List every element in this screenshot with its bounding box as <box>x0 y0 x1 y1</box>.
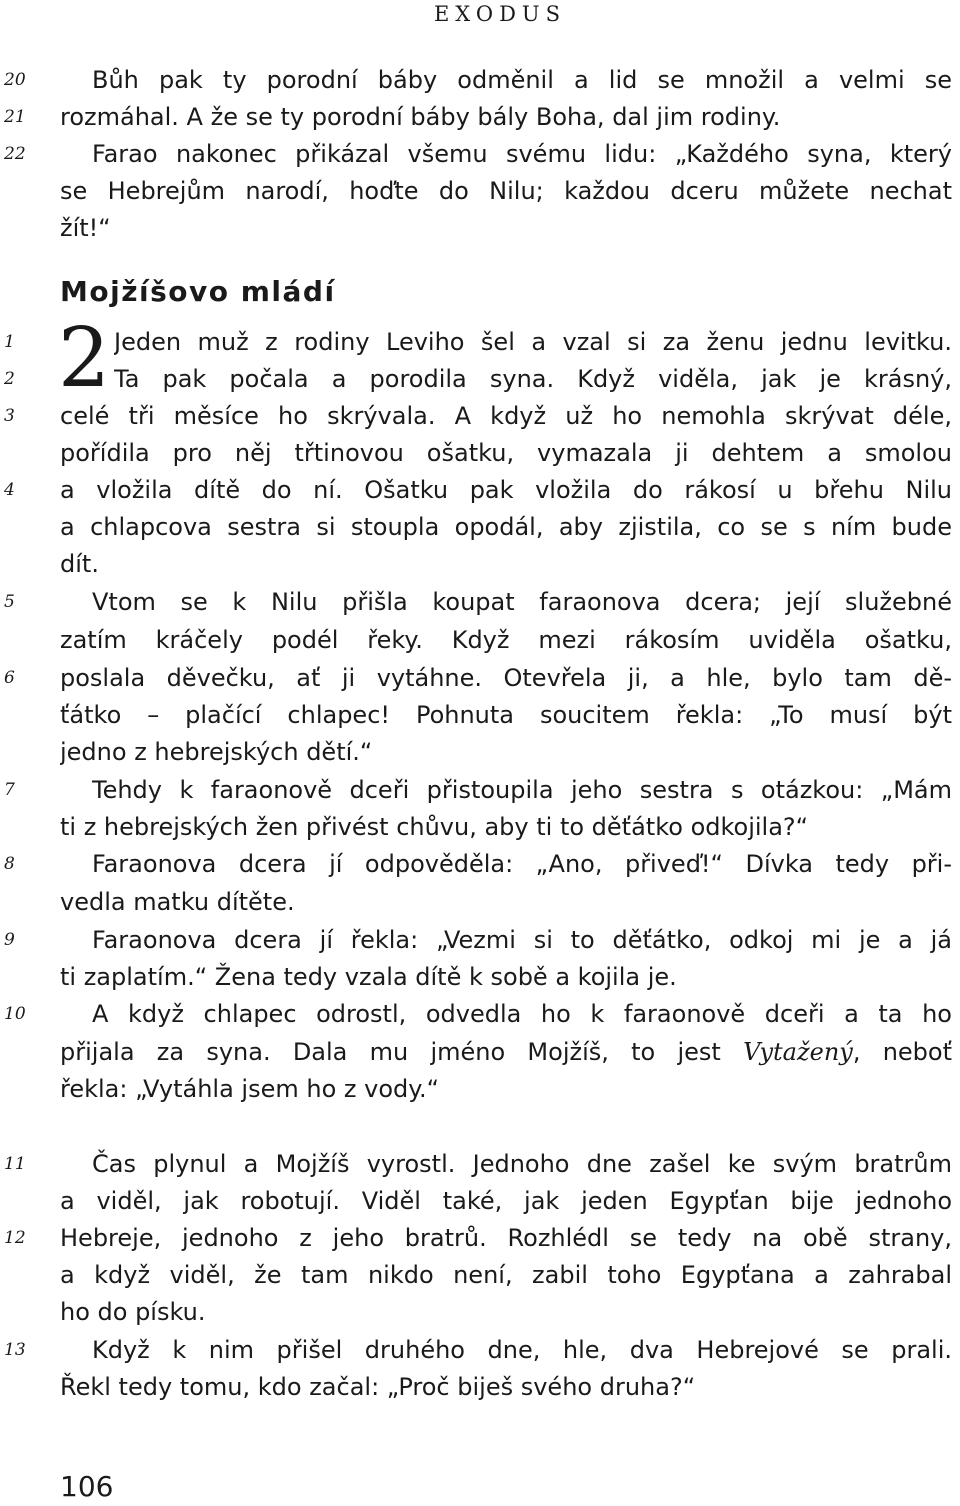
section-heading: Mojžíšovo mládí <box>60 275 336 308</box>
text-line: Ta pak počala a porodila syna. Když viděla, jak je krásný, <box>114 365 952 393</box>
text-line: ti z hebrejských žen přivést chůvu, aby ti to děťátko odkojila?“ <box>60 813 809 841</box>
verse-number: 13 <box>4 1340 26 1360</box>
text-line: a když viděl, že tam nikdo není, zabil toho Egypťana a zahrabal <box>60 1261 952 1289</box>
chapter-number: 2 <box>58 311 111 406</box>
text-line: řekla: „Vytáhla jsem ho z vody.“ <box>60 1075 440 1103</box>
verse-number: 11 <box>4 1154 26 1174</box>
text-line: a viděl, jak robotují. Viděl také, jak jeden Egypťan bije jednoho <box>60 1187 952 1215</box>
verse-number: 20 <box>4 70 26 90</box>
text-line: Jeden muž z rodiny Leviho šel a vzal si za ženu jednu levitku. <box>114 328 952 356</box>
text-line: Farao nakonec přikázal všemu svému lidu: „Každého syna, který <box>92 140 952 168</box>
text-segment: přijala za syna. Dala mu jméno Mojžíš, to jest <box>60 1038 744 1066</box>
verse-number: 6 <box>4 668 15 688</box>
text-line: rozmáhal. A že se ty porodní báby bály Boha, dal jim rodiny. <box>60 103 781 131</box>
emphasized-name: Vytažený <box>743 1038 853 1066</box>
text-line: dít. <box>60 550 99 578</box>
text-line: Tehdy k faraonově dceři přistoupila jeho sestra s otázkou: „Mám <box>92 776 952 804</box>
text-line: zatím kráčely podél řeky. Když mezi rákosím uviděla ošatku, <box>60 626 952 654</box>
text-line: Faraonova dcera jí odpověděla: „Ano, přiveď!“ Dívka tedy při- <box>92 850 952 878</box>
text-line: poslala děvečku, ať ji vytáhne. Otevřela ji, a hle, bylo tam dě- <box>60 664 952 692</box>
verse-number: 8 <box>4 854 15 874</box>
verse-number: 4 <box>4 480 15 500</box>
text-line: pořídila pro něj třtinovou ošatku, vymazala ji dehtem a smolou <box>60 439 952 467</box>
text-line: ťátko – plačící chlapec! Pohnuta soucitem řekla: „To musí být <box>60 701 952 729</box>
text-line: Vtom se k Nilu přišla koupat faraonova dcera; její služebné <box>92 588 952 616</box>
text-line: A když chlapec odrostl, odvedla ho k faraonově dceři a ta ho <box>92 1000 952 1028</box>
text-line: se Hebrejům narodí, hoďte do Nilu; každou dceru můžete nechat <box>60 177 952 205</box>
text-line: a chlapcova sestra si stoupla opodál, aby zjistila, co se s ním bude <box>60 513 952 541</box>
verse-number: 3 <box>4 406 15 426</box>
text-line: Čas plynul a Mojžíš vyrostl. Jednoho dne zašel ke svým bratrům <box>92 1150 952 1178</box>
running-header: EXODUS <box>433 2 567 26</box>
verse-number: 22 <box>4 144 26 164</box>
verse-number: 1 <box>4 332 15 352</box>
text-line: Faraonova dcera jí řekla: „Vezmi si to děťátko, odkoj mi je a já <box>92 926 952 954</box>
text-line: jedno z hebrejských dětí.“ <box>60 738 373 766</box>
text-segment: , neboť <box>852 1038 952 1066</box>
text-line: celé tři měsíce ho skrývala. A když už ho nemohla skrývat déle, <box>60 402 952 430</box>
text-line: a vložila dítě do ní. Ošatku pak vložila do rákosí u břehu Nilu <box>60 476 952 504</box>
verse-number: 7 <box>4 780 15 800</box>
text-line: Bůh pak ty porodní báby odměnil a lid se množil a velmi se <box>92 66 952 94</box>
verse-number: 10 <box>4 1004 26 1024</box>
verse-number: 9 <box>4 930 15 950</box>
text-line <box>60 1034 952 1071</box>
text-line: Řekl tedy tomu, kdo začal: „Proč biješ svého druha?“ <box>60 1373 696 1401</box>
text-line: Když k nim přišel druhého dne, hle, dva Hebrejové se prali. <box>92 1336 952 1364</box>
verse-number: 2 <box>4 369 15 389</box>
text-line: Hebreje, jednoho z jeho bratrů. Rozhlédl se tedy na obě strany, <box>60 1224 952 1252</box>
verse-number: 12 <box>4 1228 26 1248</box>
page-number: 106 <box>60 1470 114 1503</box>
text-line: ho do písku. <box>60 1298 206 1326</box>
verse-number: 21 <box>4 107 26 127</box>
verse-number: 5 <box>4 592 15 612</box>
text-line: žít!“ <box>60 214 111 242</box>
text-line: ti zaplatím.“ Žena tedy vzala dítě k sobě a kojila je. <box>60 963 677 991</box>
text-line: vedla matku dítěte. <box>60 888 295 916</box>
